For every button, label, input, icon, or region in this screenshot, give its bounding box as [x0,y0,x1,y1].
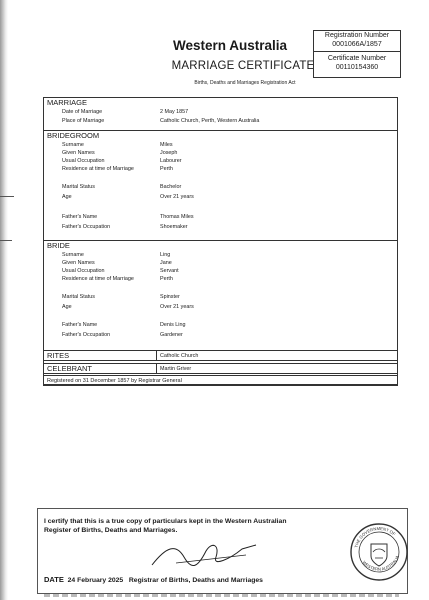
certificate-title: MARRIAGE CERTIFICATE [171,60,315,72]
section-heading: MARRIAGE [47,98,88,107]
bridegroom-section [44,130,397,240]
field-row [44,275,397,283]
certification-line: I certify that this is a true copy of particulars kept in the Western Australian [44,518,287,525]
field-row [44,193,397,201]
field-value: Ling [160,252,171,258]
field-label: Surname [62,142,84,148]
certification-line: Register of Births, Deaths and Marriages. [44,527,178,534]
cert-number: 00110154360 [335,64,379,71]
bride-section [44,240,397,348]
scan-mark [0,196,14,197]
certification-box [37,508,408,594]
field-value: Bachelor [160,184,182,190]
state-title: Western Australia [172,38,288,53]
date-line [44,575,263,584]
certification-text [44,517,334,535]
field-value: Perth [160,166,173,172]
field-value: Labourer [160,158,182,164]
field-row [44,293,397,301]
field-label: Given Names [62,150,95,156]
field-value: Shoemaker [160,224,188,230]
field-value: Thomas Miles [160,214,194,220]
field-row [44,331,397,339]
rites-label: RITES [47,351,70,360]
scan-mark [0,240,12,241]
registration-box [313,30,401,78]
field-value: Gardener [160,332,183,338]
field-label: Father's Name [62,214,98,220]
rites-row [43,350,398,361]
field-value: Over 21 years [160,194,194,200]
celebrant-value: Martin Griver [160,366,192,372]
field-row [44,183,397,191]
svg-text:WESTERN AUSTRALIA: WESTERN AUSTRALIA [361,554,400,572]
field-value: Jane [160,260,172,266]
field-value: Miles [160,142,173,148]
field-label: Father's Name [62,322,98,328]
field-label: Date of Marriage [62,109,103,115]
rites-value: Catholic Church [160,353,199,359]
reg-number: 0001066A/1857 [332,41,382,48]
field-label: Given Names [62,260,95,266]
field-label: Residence at time of Marriage [62,276,134,282]
field-label: Residence at time of Marriage [62,166,134,172]
registrar-signature [146,537,266,571]
certificate-table [43,97,398,385]
registered-note: Registered on 31 December 1857 by Registrar General [43,375,398,386]
field-value: Denis Ling [160,322,186,328]
field-label: Usual Occupation [62,268,105,274]
registrar-title: Registrar of Births, Deaths and Marriages [128,577,263,584]
field-row [44,251,397,259]
act-subtitle: Births, Deaths and Marriages Registration Act [194,80,296,86]
fine-print-line [44,594,399,597]
field-row [44,108,397,116]
field-value: 2 May 1857 [160,109,189,115]
field-value: Catholic Church, Perth, Western Australia [160,118,260,124]
field-value: Perth [160,276,173,282]
divider [156,351,157,360]
field-row [44,165,397,173]
field-value: Joseph [160,150,178,156]
government-seal-icon [349,522,409,582]
field-row [44,259,397,267]
field-label: Usual Occupation [62,158,105,164]
date-label: DATE [44,575,64,584]
section-heading: BRIDEGROOM [47,131,100,140]
celebrant-row [43,363,398,374]
scan-edge-shadow [0,0,8,600]
field-label: Age [62,304,72,310]
cert-number-label: Certificate Number [327,55,387,62]
certificate-date: 24 February 2025 [67,577,124,584]
section-heading: BRIDE [47,241,70,250]
field-label: Age [62,194,72,200]
divider [314,51,400,52]
svg-text:THE GOVERNMENT OF: THE GOVERNMENT OF [353,525,397,549]
field-row [44,149,397,157]
field-row [44,157,397,165]
field-row [44,321,397,329]
celebrant-label: CELEBRANT [47,364,93,373]
field-row [44,117,397,125]
field-label: Father's Occupation [62,224,111,230]
field-label: Marital Status [62,184,95,190]
marriage-section [44,98,397,130]
field-label: Surname [62,252,84,258]
field-row [44,267,397,275]
reg-number-label: Registration Number [324,32,390,39]
field-row [44,223,397,231]
divider [156,364,157,373]
field-value: Over 21 years [160,304,194,310]
field-row [44,141,397,149]
field-label: Marital Status [62,294,95,300]
field-value: Spinster [160,294,180,300]
field-row [44,213,397,221]
field-label: Place of Marriage [62,118,105,124]
field-label: Father's Occupation [62,332,111,338]
field-value: Servant [160,268,179,274]
field-row [44,303,397,311]
